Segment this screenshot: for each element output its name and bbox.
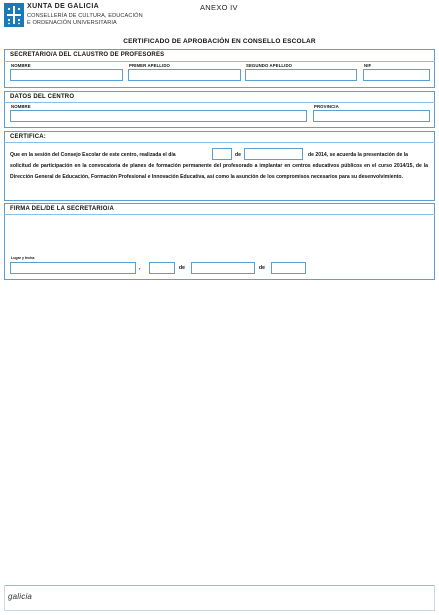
signature-month-input[interactable] [191, 262, 255, 274]
secretary-nif-input[interactable] [363, 69, 430, 81]
place-date-label: Lugar y fecha [11, 256, 35, 260]
footer-box [4, 585, 435, 611]
document-title: CERTIFICADO DE APROBACIÓN EN CONSELLO ESCOLAR [123, 38, 316, 45]
label-nif: NIF [364, 63, 372, 68]
signature-day-input[interactable] [149, 262, 175, 274]
signature-de-2: de [259, 265, 265, 271]
org-subtitle [27, 13, 143, 27]
section-divider [4, 61, 435, 62]
section-divider [4, 142, 435, 143]
annex-label: ANEXO IV [200, 3, 238, 12]
label-provincia: PROVINCIA [314, 104, 339, 109]
org-subtitle-line2: E ORDENACIÓN UNIVERSITARIA [27, 19, 117, 26]
xunta-shield-icon [4, 3, 24, 27]
session-month-input[interactable] [244, 148, 303, 160]
certifica-line1-de: de [235, 152, 241, 158]
certifica-heading: CERTIFICA: [10, 134, 46, 140]
label-centre-nombre: NOMBRE [11, 104, 31, 109]
label-primer-apellido: PRIMER APELLIDO [129, 63, 170, 68]
label-segundo-apellido: SEGUNDO APELLIDO [246, 63, 293, 68]
secretary-second-surname-input[interactable] [245, 69, 357, 81]
secretary-heading: SECRETARIO/A DEL CLAUSTRO DE PROFESORES [10, 52, 165, 58]
certifica-line1-post: de 2014, se acuerda la presentación de la [308, 152, 408, 158]
signature-place-input[interactable] [10, 262, 136, 274]
secretary-name-input[interactable] [10, 69, 123, 81]
label-nombre: NOMBRE [11, 63, 31, 68]
centre-name-input[interactable] [10, 110, 307, 122]
signature-year-input[interactable] [271, 262, 306, 274]
section-divider [4, 102, 435, 103]
centre-province-input[interactable] [313, 110, 430, 122]
galicia-brand: galicia [8, 592, 33, 601]
signature-heading: FIRMA DEL/DE LA SECRETARIO/A [10, 206, 115, 212]
org-subtitle-line1: CONSELLERÍA DE CULTURA, EDUCACIÓN [27, 13, 143, 19]
centre-heading: DATOS DEL CENTRO [10, 94, 75, 100]
signature-comma: , [139, 265, 141, 271]
org-title: XUNTA DE GALICIA [27, 3, 100, 10]
section-divider [4, 214, 435, 215]
secretary-first-surname-input[interactable] [128, 69, 241, 81]
certifica-paragraph: solicitud de participación en la convocatoria de planes de formación permanente del profesorado a implantar en centros educativos públicos en el curso 2014/15, de la Dirección General de Educación, Formación Profesional e Innovación Educativa, así como la asunción de los compromisos necesarios para su desenvolvimiento. [10, 163, 428, 180]
certifica-line1-pre: Que en la sesión del Consejo Escolar de este centro, realizada el día [10, 152, 176, 158]
signature-de-1: de [179, 265, 185, 271]
session-day-input[interactable] [212, 148, 232, 160]
